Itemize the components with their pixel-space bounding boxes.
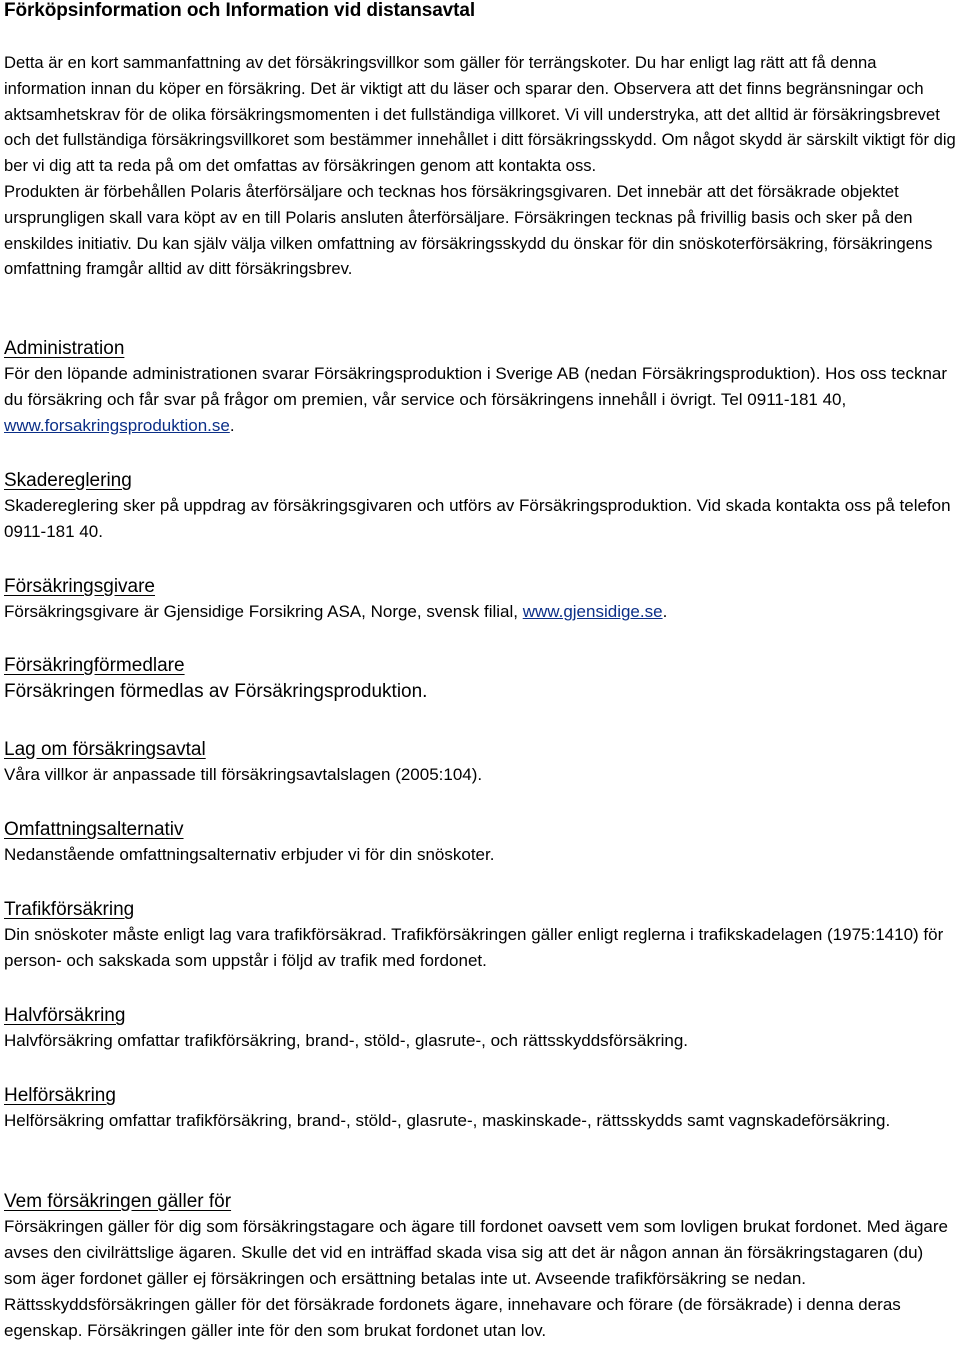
section-administration <box>4 336 958 439</box>
page-title: Förköpsinformation och Information vid distansavtal <box>4 0 476 21</box>
section-heading: Administration <box>4 338 125 359</box>
section-text <box>4 361 958 439</box>
section-heading: Försäkringsgivare <box>4 576 155 597</box>
section-text-part: . <box>662 602 668 621</box>
section-text-part: . <box>229 416 235 435</box>
section-text: Försäkringen förmedlas av Försäkringsproduktion. <box>4 681 428 702</box>
section-heading: Halvförsäkring <box>4 1005 126 1026</box>
section-heading: Skadereglering <box>4 470 132 491</box>
intro-paragraph: Detta är en kort sammanfattning av det försäkringsvillkor som gäller för terrängskoter. Du har enligt lag rätt att få denna information innan du köper en försäkring. Det är viktigt att du läser och sparar den. Observera att det finns begränsningar och aktsamhetskrav för de olika försäkringsmomenten i det fullständiga villkoret. Vi vill understryka, att det alltid är försäkringsbrevet och det fullständiga försäkringsvillkoret som bestämmer innehållet i ditt försäkringsskydd. Om något skydd är särskilt viktigt för dig ber vi dig att ta reda på om det omfattas av försäkringen genom att kontakta oss. <box>4 53 956 176</box>
section-trafik <box>4 897 958 974</box>
section-text: Skadereglering sker på uppdrag av försäkringsgivaren och utförs av Försäkringsproduktion. Vid skada kontakta oss på telefon 0911-181 40. <box>4 496 951 541</box>
section-heading: Trafikförsäkring <box>4 899 135 920</box>
forsakringsproduktion-link[interactable]: www.forsakringsproduktion.se <box>4 416 230 435</box>
section-text: Din snöskoter måste enligt lag vara trafikförsäkrad. Trafikförsäkringen gäller enligt reglerna i trafikskadelagen (1975:1410) för person- och sakskada som uppstår i följd av trafik med fordonet. <box>4 925 944 970</box>
section-skadereglering <box>4 468 958 545</box>
section-lag <box>4 737 958 788</box>
section-halv <box>4 1003 958 1054</box>
section-text-part: Försäkringsgivare är Gjensidige Forsikring ASA, Norge, svensk filial, <box>4 602 523 621</box>
section-heading: Lag om försäkringsavtal <box>4 739 206 760</box>
section-vem <box>4 1189 958 1344</box>
gjensidige-link[interactable]: www.gjensidige.se <box>522 602 663 621</box>
section-hel <box>4 1083 958 1134</box>
section-text: Försäkringen gäller för dig som försäkringstagare och ägare till fordonet oavsett vem som lovligen brukat fordonet. Med ägare avses den civilrättslige ägaren. Skulle det vid en inträffad skada visa sig att det är någon annan än försäkringstagaren (du) som äger fordonet gäller ej försäkringen och ersättning betalas inte ut. Avseende trafikförsäkring se nedan. Rättsskyddsförsäkringen gäller för det försäkrade fordonets ägare, innehavare och förare (de försäkrade) i denna deras egenskap. Försäkringen gäller inte för den som brukat fordonet utan lov. <box>4 1217 948 1340</box>
section-text: Halvförsäkring omfattar trafikförsäkring, brand-, stöld-, glasrute-, och rättsskyddsförsäkring. <box>4 1031 689 1050</box>
section-text: Nedanstående omfattningsalternativ erbjuder vi för din snöskoter. <box>4 845 495 864</box>
section-text <box>4 599 958 625</box>
section-text-part: För den löpande administrationen svarar Försäkringsproduktion i Sverige AB (nedan Försäkringsproduktion). Hos oss tecknar du försäkring och får svar på frågor om premien, vår service och försäkringens innehåll i övrigt. Tel 0911-181 40, <box>4 364 948 409</box>
section-formedlare <box>4 653 958 705</box>
intro-paragraph: Produkten är förbehållen Polaris återförsäljare och tecknas hos försäkringsgivaren. Det innebär att det försäkrade objektet ursprungligen skall vara köpt av en till Polaris ansluten återförsäljare. Försäkringen tecknas på frivillig basis och sker på den enskildes initiativ. Du kan själv välja vilken omfattning av försäkringsskydd du önskar för din snöskoterförsäkring, försäkringens omfattning framgår alltid av ditt försäkringsbrev. <box>4 181 933 279</box>
section-text: Helförsäkring omfattar trafikförsäkring, brand-, stöld-, glasrute-, maskinskade-, rättsskydds samt vagnskadeförsäkring. <box>4 1111 891 1130</box>
section-text: Våra villkor är anpassade till försäkringsavtalslagen (2005:104). <box>4 765 483 784</box>
section-heading: Vem försäkringen gäller för <box>4 1191 232 1212</box>
section-omfattning <box>4 817 958 868</box>
section-heading: Försäkringförmedlare <box>4 655 185 676</box>
intro <box>4 50 958 282</box>
section-forsakringsgivare <box>4 574 958 625</box>
section-heading: Helförsäkring <box>4 1085 116 1106</box>
section-heading: Omfattningsalternativ <box>4 819 184 840</box>
